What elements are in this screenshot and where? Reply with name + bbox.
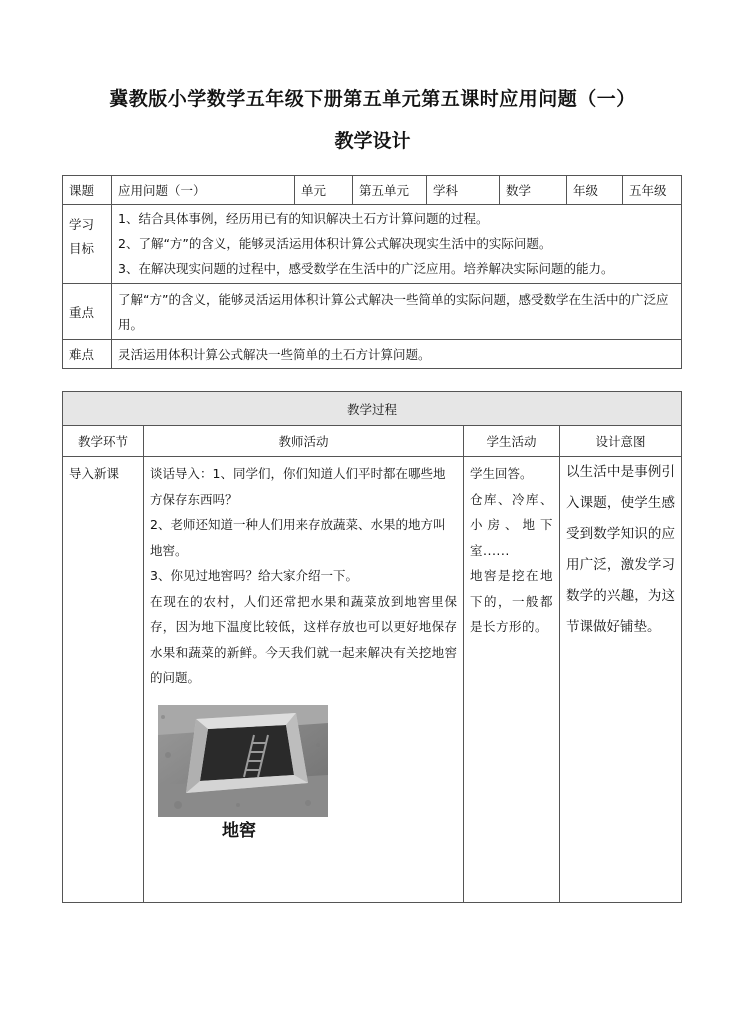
design-intent-cell: 以生活中是事例引入课题，使学生感受到数学知识的应用广泛，激发学习数学的兴趣，为这节课做好铺垫。 [560, 457, 682, 903]
goal-item: 2、了解“方”的含义，能够灵活运用体积计算公式解决现实生活中的实际问题。 [118, 236, 552, 251]
unit-value: 第五单元 [353, 176, 427, 205]
unit-label: 单元 [295, 176, 353, 205]
info-row-topic [63, 176, 682, 205]
info-row-difficulty [63, 340, 682, 369]
column-header-teacher: 教师活动 [144, 426, 464, 457]
course-info-table [62, 175, 682, 369]
teacher-paragraph: 3、你见过地窖吗？给大家介绍一下。 [150, 568, 358, 583]
stage-cell: 导入新课 [63, 457, 144, 903]
goals-list [112, 205, 682, 284]
document-title: 冀教版小学数学五年级下册第五单元第五课时应用问题（一） [109, 88, 636, 110]
teacher-activity-cell [144, 457, 464, 903]
student-activity-cell [464, 457, 560, 903]
process-header: 教学过程 [63, 392, 682, 426]
process-header-row [63, 392, 682, 426]
difficulty-label: 难点 [63, 340, 112, 369]
subject-value: 数学 [500, 176, 567, 205]
student-paragraph: 仓库、冷库、小房、地下室...... [470, 491, 553, 558]
photo-caption: 地窖 [222, 820, 256, 841]
topic-value: 应用问题（一） [112, 176, 295, 205]
subject-label: 学科 [427, 176, 500, 205]
key-value: 了解“方”的含义，能够灵活运用体积计算公式解决一些简单的实际问题，感受数学在生活中的广泛应用。 [112, 284, 682, 340]
goal-item: 3、在解决现实问题的过程中，感受数学在生活中的广泛应用。培养解决实际问题的能力。 [118, 261, 614, 276]
student-paragraph: 学生回答。 [470, 466, 533, 481]
goals-label: 学习目标 [63, 205, 112, 284]
student-paragraph: 地窖是挖在地下的，一般都是长方形的。 [470, 568, 553, 634]
process-row-intro [63, 457, 682, 903]
grade-label: 年级 [567, 176, 623, 205]
process-column-headers [63, 426, 682, 457]
document-subtitle: 教学设计 [334, 130, 411, 152]
topic-label: 课题 [63, 176, 112, 205]
cellar-photo [158, 705, 328, 817]
teacher-paragraph: 在现在的农村，人们还常把水果和蔬菜放到地窖里保存，因为地下温度比较低，这样存放也可以更好地保存水果和蔬菜的新鲜。今天我们就一起来解决有关挖地窖的问题。 [150, 593, 457, 685]
key-label: 重点 [63, 284, 112, 340]
column-header-stage: 教学环节 [63, 426, 144, 457]
info-row-key [63, 284, 682, 340]
grade-value: 五年级 [623, 176, 682, 205]
teacher-paragraph: 2、老师还知道一种人们用来存放蔬菜、水果的地方叫地窖。 [150, 517, 446, 558]
teaching-process-table [62, 391, 682, 903]
difficulty-value: 灵活运用体积计算公式解决一些简单的土石方计算问题。 [112, 340, 682, 369]
teacher-paragraph: 谈话导入：1、同学们，你们知道人们平时都在哪些地方保存东西吗？ [150, 466, 446, 507]
column-header-student: 学生活动 [464, 426, 560, 457]
goal-item: 1、结合具体事例，经历用已有的知识解决土石方计算问题的过程。 [118, 211, 489, 226]
info-row-goals [63, 205, 682, 284]
column-header-intent: 设计意图 [560, 426, 682, 457]
